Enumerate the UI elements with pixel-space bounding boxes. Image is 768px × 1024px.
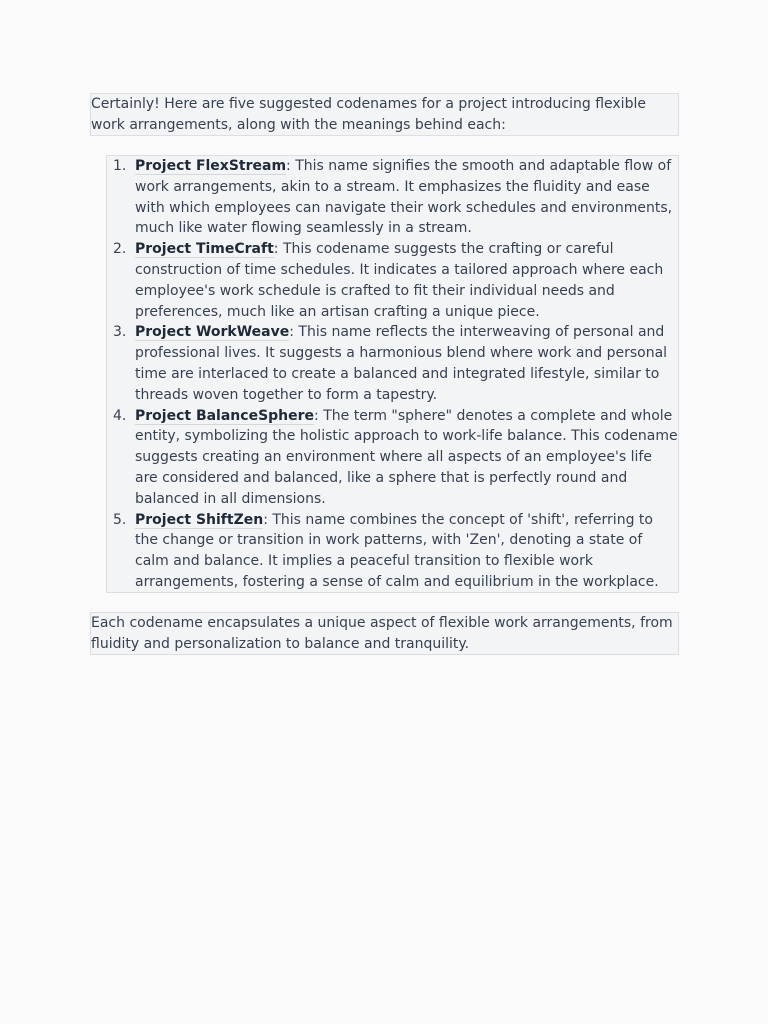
codename-title: Project FlexStream [135,158,287,174]
codename-list-container [106,155,679,593]
codename-description: : This codename suggests the crafting or careful construction of time schedules. It indicates a tailored approach where each employee's work schedule is crafted to fit their individual needs and preferences, much like an artisan crafting a unique piece. [135,241,664,320]
list-item [107,239,678,322]
codename-title: Project WorkWeave [135,324,290,341]
codename-list [107,156,678,593]
codename-description: : This name combines the concept of 'shift', referring to the change or transition in work patterns, with 'Zen', denoting a state of calm and balance. It implies a peaceful transition to flexible work arrangements, fostering a sense of calm and equilibrium in the workplace. [135,511,659,590]
list-item [107,156,678,239]
list-item [107,322,678,405]
codename-description: : This name signifies the smooth and adaptable flow of work arrangements, akin to a stream. It emphasizes the fluidity and ease with which employees can navigate their work schedules and environments, much like water flowing seamlessly in a stream. [135,158,673,237]
list-item [107,510,678,593]
item-number: 2. [113,241,127,258]
codename-description: : The term "sphere" denotes a complete and whole entity, symbolizing the holistic approach to work-life balance. This codename suggests creating an environment where all aspects of an employee's life are considered and balanced, like a sphere that is perfectly round and balanced in all dimensions. [135,407,678,507]
response-content [90,93,679,655]
item-number: 3. [113,324,127,341]
codename-description: : This name reflects the interweaving of personal and professional lives. It suggests a harmonious blend where work and personal time are interlaced to create a balanced and integrated lifestyle, similar to threads woven together to form a tapestry. [135,324,668,403]
item-number: 4. [113,407,127,424]
list-item [107,406,678,510]
outro-paragraph: Each codename encapsulates a unique aspect of flexible work arrangements, from fluidity and personalization to balance and tranquility. [90,612,679,655]
intro-paragraph: Certainly! Here are five suggested codenames for a project introducing flexible work arrangements, along with the meanings behind each: [90,93,679,136]
codename-title: Project ShiftZen [135,511,264,528]
item-number: 1. [113,158,127,174]
item-number: 5. [113,511,127,528]
codename-title: Project BalanceSphere [135,407,315,424]
codename-title: Project TimeCraft [135,241,274,258]
